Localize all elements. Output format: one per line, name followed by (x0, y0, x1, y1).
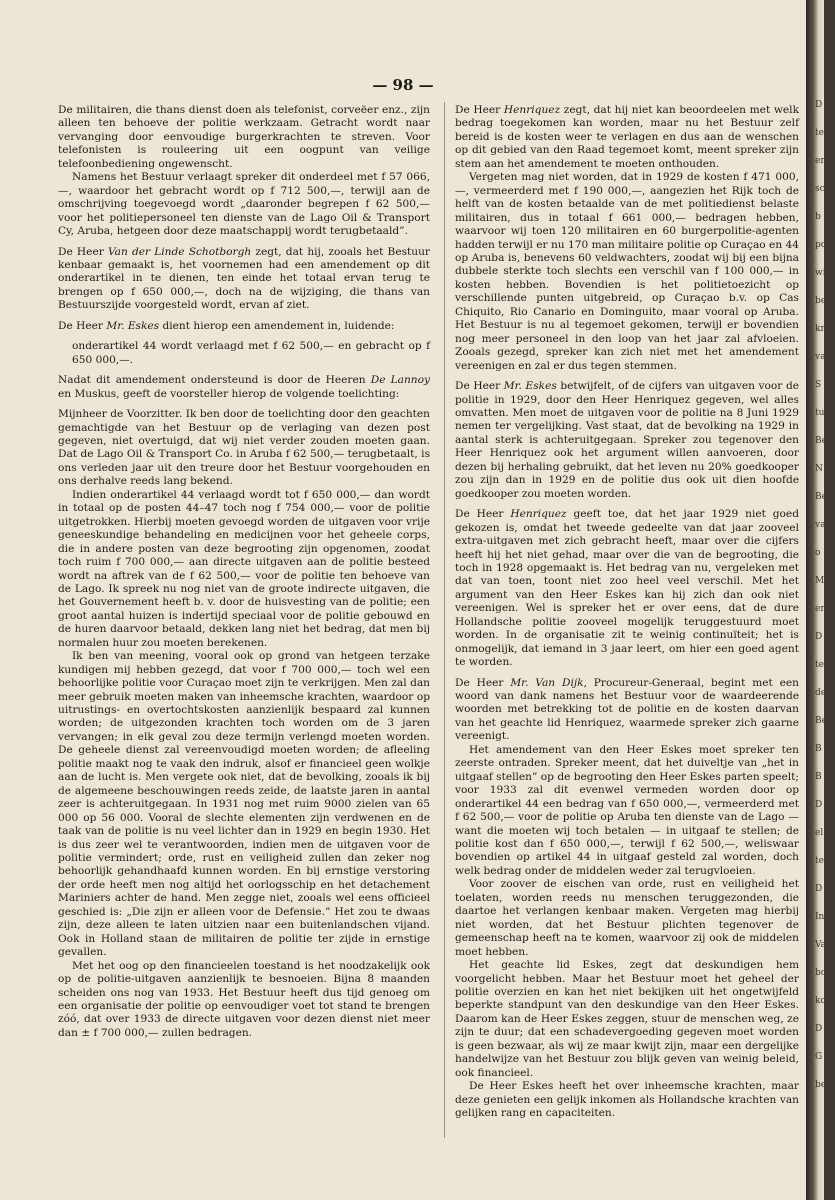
paragraph: De Heer Mr. Eskes dient hierop een amendement in, luidende: (58, 319, 395, 332)
fold-margin-text: en (815, 156, 827, 166)
fold-margin-text: Be (815, 436, 827, 446)
paragraph: Nadat dit amendement ondersteund is door de Heeren De Lannoy en Muskus, geeft de voorsteller hierop de volgende toelichting: (58, 374, 430, 400)
fold-margin-text: Be (815, 716, 827, 726)
fold-margin-text: te (815, 856, 824, 866)
paragraph: De Heer Van der Linde Schotborgh zegt, dat hij, zooals het Bestuur kenbaar gemaakt is, het voornemen had een amendement op dit onderartikel in te dienen, ten einde het totaal ervan terug te brengen op f 650 000,—, doch na de wijziging, die thans van Bestuurszijde voorgesteld wordt, ervan af ziet. (58, 245, 430, 312)
fold-margin-text: o (815, 548, 821, 558)
fold-margin-text: D (815, 100, 823, 110)
fold-margin-text: po (815, 240, 827, 250)
fold-margin-text: bo (815, 968, 827, 978)
paragraph: De Heer Mr. Eskes betwijfelt, of de cijfers van uitgaven voor de politie in 1929, door den Heer Henriquez gegeven, wel alles omvatten. Men moet de uitgaven voor de politie na 8 Juni 1929 nemen ter vergelijking. Vast staat, dat de bevolking na 1929 in aantal sterk is achteruitgegaan. Spreker zou tegenover den Heer Henriquez ook het argument willen aanvoeren, door dezen bij herhaling gebruikt, dat het leven nu 20% goedkooper zou zijn dan in 1929 en de politie dus ook uit dien hoofde goedkooper zou moeten worden. (455, 380, 799, 500)
fold-margin-text: er (815, 604, 825, 614)
paragraph: Het geachte lid Eskes, zegt dat deskundigen hem voorgelicht hebben. Maar het Bestuur moet het geheel der politie overzien en kan het niet bekijken uit het ongetwijfeld beperkte standpunt van den deskundige van den Heer Eskes. Daarom kan de Heer Eskes zeggen, stuur de menschen weg, ze zijn te duur; dat een schadevergoeding gegeven moet worden is geen bezwaar, als wij ze maar kwijt zijn, maar een dergelijke handelwijze van het Bestuur zou blijk geven van weinig beleid, ook financieel. (455, 959, 799, 1079)
fold-margin-text: In (815, 912, 825, 922)
book-fold (806, 0, 835, 1200)
fold-margin-text: D (815, 632, 823, 642)
paragraph: De Heer Mr. Van Dijk, Procureur-Generaal, begint met een woord van dank namens het Bestuur voor de waardeerende woorden met betrekking tot de politie en de kosten daarvan van het geachte lid Henriquez, waarmede spreker zich gaarne vereenigt. (455, 676, 799, 743)
fold-margin-text: kr (815, 324, 825, 334)
paragraph: Indien onderartikel 44 verlaagd wordt tot f 650 000,— dan wordt in totaal op de posten 44–47 toch nog f 754 000,— voor de politie uitgetrokken. Hierbij moeten gevoegd worden de uitgaven voor vrije geneeskundige behandeling en medicijnen voor het geheele corps, die in andere posten van deze begrooting zijn opgenomen, zoodat toch ruim f 700 000,— aan directe uitgaven aan de politie besteed wordt na aftrek van de f 62 500,— voor de politie ten behoeve van de Lago. Ik spreek nu nog niet van de groote indirecte uitgaven, die het Gouvernement heeft b. v. door de huisvesting van de politie; een groot aantal huizen is indertijd speciaal voor de politie gebouwd en de huren daarvoor betaald, dekken lang niet het bedrag, dat men bij normalen huur zou moeten berekenen. (58, 488, 430, 649)
page-number: — 98 — (372, 76, 434, 94)
paragraph: Namens het Bestuur verlaagt spreker dit onderdeel met f 57 066,—, waardoor het gebracht wordt op f 712 500,—, terwijl aan de omschrijving toegevoegd wordt „daaronder begrepen f 62 500,— voor het politiepersoneel ten dienste van de Lago Oil & Transport Cy, Aruba, hetgeen door deze maatschappij wordt terugbetaald”. (58, 171, 430, 238)
paragraph: Het amendement van den Heer Eskes moet spreker ten zeerste ontraden. Spreker meent, dat het duiveltje van „het in uitgaaf stellen” op de begrooting den Heer Eskes parten speelt; voor 1933 zal dit evenwel vermeden worden door op onderartikel 44 een bedrag van f 650 000,—, vermeerderd met f 62 500,— voor de politie op Aruba ten dienste van de Lago — want die moeten wij toch betalen — in uitgaaf te stellen; de politie kost dan f 650 000,—, terwijl f 62 500,—, weliswaar bovendien op artikel 44 in uitgaaf gesteld zal worden, doch welk bedrag onder de middelen weder zal terugvloeien. (455, 743, 799, 877)
fold-margin-text: S (815, 380, 822, 390)
fold-margin-text: ter (815, 660, 829, 670)
fold-margin-text: de (815, 688, 827, 698)
fold-margin-text: be (815, 1080, 827, 1090)
fold-margin-text: sc (815, 184, 825, 194)
paragraph: Vergeten mag niet worden, dat in 1929 de kosten f 471 000,—, vermeerderd met f 190 000,—, aangezien het Rijk toch de helft van de kosten betaalde van de met politiedienst belaste militairen, dus in totaal f 661 000,— bedragen hebben, waarvoor wij toen 120 militairen en 60 burgerpolitie-agenten hadden terwijl er nu 170 man militaire politie op Curaçao en 44 op Aruba is, benevens 60 veldwachters, zoodat wij bij een bijna dubbele sterkte toch slechts een verschil van f 100 000,— in kosten hebben. Bovendien is het politietoezicht op verschillende punten uitgebreid, op Curaçao b.v. op Cas Chiquito, Rio Canario en Dominguito, maar vooral op Aruba. Het Bestuur is nu al tegemoet gekomen, terwijl er bovendien nog meer personeel in den loop van het jaar zal afvloeien. Zooals gezegd, spreker kan zich niet met het amendement vereenigen en zal er dus tegen stemmen. (455, 171, 799, 372)
paragraph: De Heer Eskes heeft het over inheemsche krachten, maar deze genieten een gelijk inkomen als Hollandsche krachten van gelijken rang en capaciteiten. (455, 1080, 799, 1120)
fold-margin-text: va (815, 352, 826, 362)
fold-margin-text: te (815, 128, 824, 138)
paragraph: Ik ben van meening, vooral ook op grond van hetgeen terzake kundigen mij hebben gezegd, dat voor f 700 000,— toch wel een behoorlijke politie voor Curaçao moet zijn te verkrijgen. Men zal dan meer gebruik moeten maken van inheemsche krachten, waardoor op uitrustings- en overtochtskosten aanzienlijk bespaard zal kunnen worden; de uitgezonden krachten toch worden om de 3 jaren vervangen; in elk geval zou deze termijn verlengd moeten worden. De geheele dienst zal vereenvoudigd moeten worden; de afleeling politie maakt nog te vaak den indruk, alsof er financieel geen wolkje aan de lucht is. Men vergete ook niet, dat de bevolking, zooals ik bij de algemeene beschouwingen reeds zeide, de laatste jaren in aantal zeer is achteruitgegaan. In 1931 nog met ruim 9000 zielen van 65 000 op 56 000. Vooral de slechte elementen zijn verdwenen en de taak van de politie is nu veel lichter dan in 1929 en begin 1930. Het is dus zeer wel te verantwoorden, indien men de uitgaven voor de politie vermindert; orde, rust en veiligheid zullen dan zeker nog behoorlijk gehandhaafd kunnen worden. En bij ernstige verstoring der orde heeft men nog altijd het oorlogsschip en het detachement Mariniers achter de hand. Men zegge niet, zooals wel eens officieel geschied is: „Die zijn er alleen voor de Defensie.” Het zou te dwaas zijn, deze alleen te laten uitzien naar een buitenlandschen vijand. Ook in Holland staan de militairen de politie ter zijde in ernstige gevallen. (58, 650, 430, 959)
fold-margin-text: van (815, 520, 832, 530)
fold-margin-text: b (815, 212, 821, 222)
paragraph: De militairen, die thans dienst doen als telefonist, corveëer enz., zijn alleen ten behoeve der politie werkzaam. Getracht wordt naar vervanging door eenvoudige burgerkrachten te streven. Voor telefonisten is rouleering uit een oogpunt van veilige telefoonbediening ongewenscht. (58, 104, 430, 170)
paragraph: Mijnheer de Voorzitter. Ik ben door de toelichting door den geachten gemachtigde van het Bestuur op de verlaging van dezen post gegeven, niet overtuigd, dat wij niet verder zouden moeten gaan. Dat de Lago Oil & Transport Co. in Aruba f 62 500,— terugbetaalt, is ons verleden jaar uit den treure door het Bestuur voorgehouden en ons derhalve reeds lang bekend. (58, 408, 430, 488)
fold-margin-text: D (815, 884, 823, 894)
fold-margin-text: el (815, 828, 824, 838)
column-divider (444, 102, 445, 1138)
fold-margin-text: N (815, 464, 823, 474)
fold-margin-text: Ma (815, 576, 830, 586)
fold-margin-text: Best (815, 492, 835, 502)
fold-margin-text: be (815, 296, 827, 306)
fold-margin-text: ko (815, 996, 826, 1006)
right-column (455, 104, 799, 1128)
paragraph: De Heer Henriquez zegt, dat hij niet kan beoordeelen met welk bedrag toegekomen kan worden, maar nu het Bestuur zelf bereid is de kosten weer te verlagen en dus aan de wenschen op dit gebied van den Raad tegemoet komt, meent spreker zijn stem aan het amendement te moeten onthouden. (455, 104, 799, 170)
paragraph: De Heer Henriquez geeft toe, dat het jaar 1929 niet goed gekozen is, omdat het tweede gedeelte van dat jaar zooveel extra-uitgaven met zich gebracht heeft, maar over die cijfers heeft hij het niet gehad, maar over die van de begrooting, die toch in 1928 opgemaakt is. Het bedrag van nu, vergeleken met dat van toen, toont niet zoo heel veel verschil. Met het argument van den Heer Eskes kan hij zich dan ook niet vereenigen. Wel is spreker het er over eens, dat de dure Hollandsche politie zooveel mogelijk teruggestuurd moet worden. In de organisatie zit te weinig continuïteit; het is onmogelijk, dat iemand in 3 jaar leert, om hier een goed agent te worden. (455, 508, 799, 669)
fold-margin-text: Va (815, 940, 827, 950)
fold-margin-text: B (815, 744, 822, 754)
left-column (58, 104, 430, 1047)
amendment-text: onderartikel 44 wordt verlaagd met f 62 500,— en gebracht op f 650 000,—. (72, 340, 430, 366)
fold-margin-text: D (815, 800, 823, 810)
fold-margin-text: G (815, 1052, 823, 1062)
paragraph: Met het oog op den financieelen toestand is het noodzakelijk ook op de politie-uitgaven aanzienlijk te besnoeien. Bijna 8 maanden scheiden ons nog van 1933. Het Bestuur heeft dus tijd genoeg om een organisatie der politie op eenvoudiger voet tot stand te brengen zóó, dat over 1933 de directe uitgaven voor dezen dienst niet meer dan ± f 700 000,— zullen bedragen. (58, 959, 430, 1039)
fold-margin-text: D (815, 1024, 823, 1034)
fold-margin-text: tuu (815, 408, 831, 418)
paragraph: Voor zoover de eischen van orde, rust en veiligheid het toelaten, worden reeds nu menschen teruggezonden, die daartoe het verlangen kenbaar maken. Vergeten mag hierbij niet worden, dat het Bestuur plichten tegenover de gemeenschap heeft na te komen, waarvoor zij ook de middelen moet hebben. (455, 878, 799, 958)
fold-margin-text: B (815, 772, 822, 782)
fold-margin-text: wi (815, 268, 826, 278)
